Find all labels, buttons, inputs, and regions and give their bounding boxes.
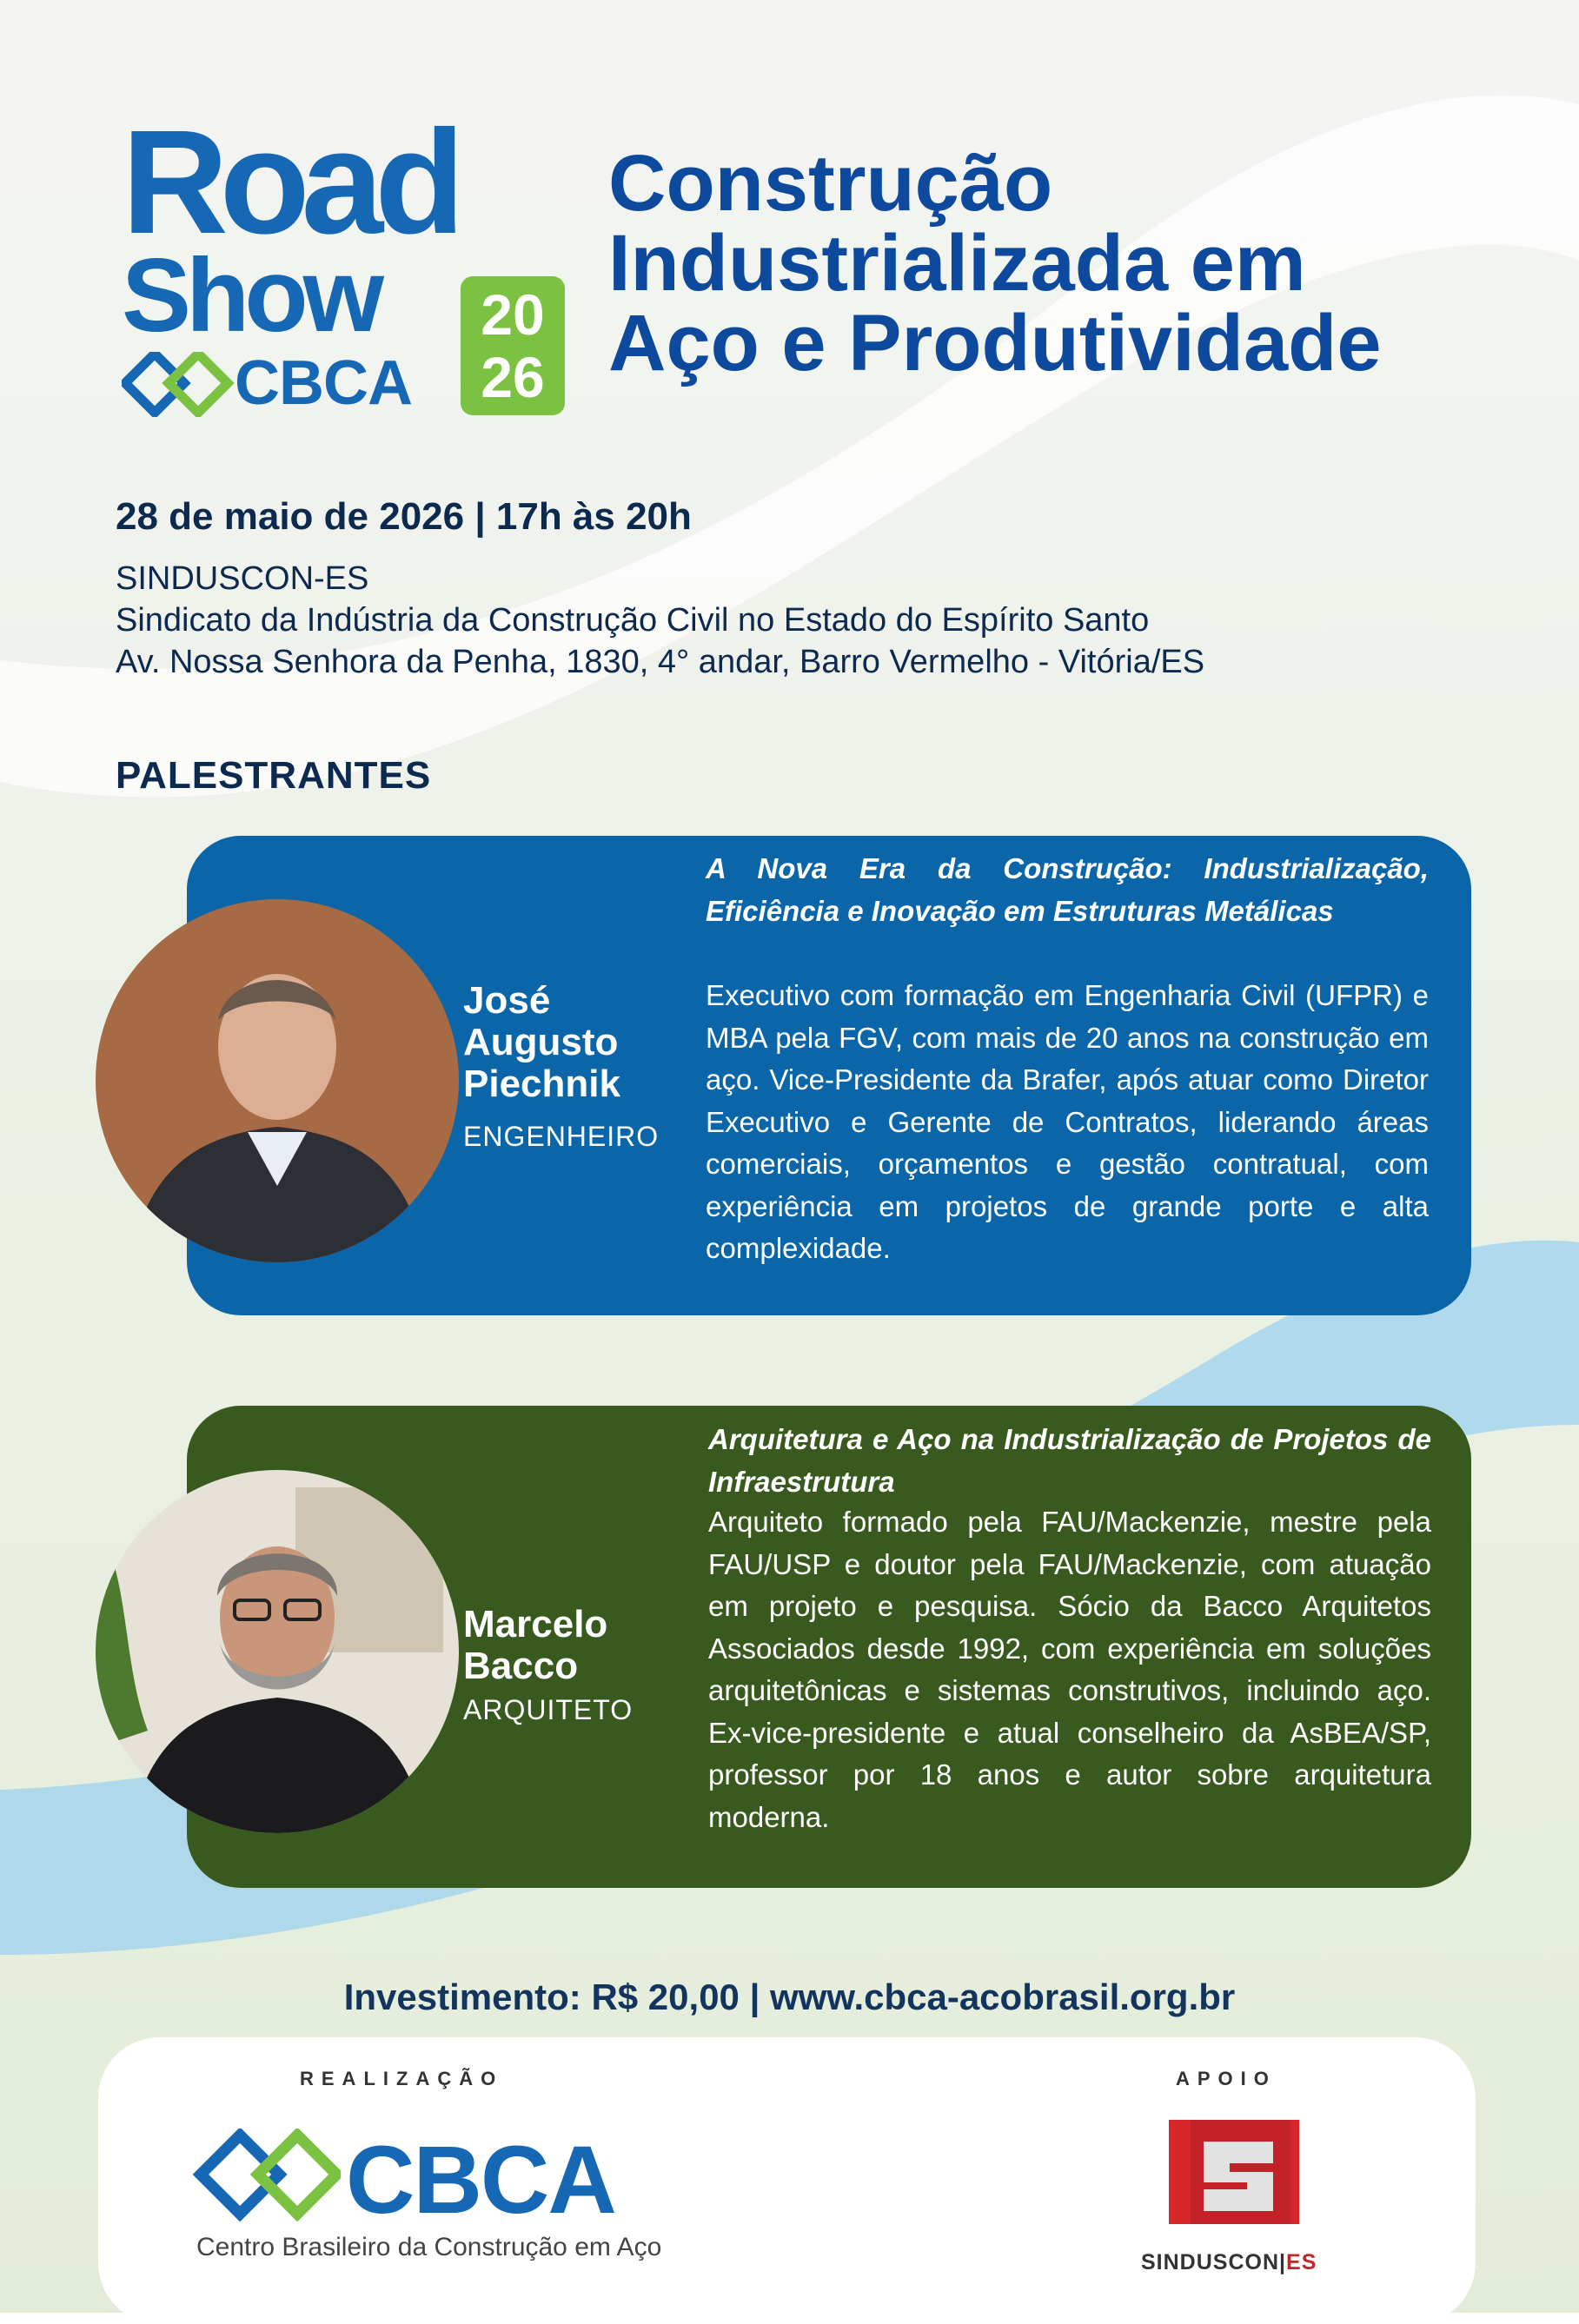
apoio-label: APOIO — [1176, 2068, 1277, 2089]
event-title — [608, 139, 1529, 387]
speaker-2-talk-title: Arquitetura e Aço na Industrialização de Projetos de Infraestrutura — [708, 1423, 1431, 1498]
realizacao-label: REALIZAÇÃO — [300, 2068, 504, 2089]
footer-cbca-subtitle: Centro Brasileiro da Construção em Aço — [196, 2233, 662, 2261]
speaker-2-role: ARQUITETO — [463, 1694, 634, 1725]
sinduscon-separator: | — [1279, 2250, 1287, 2274]
sinduscon-name — [1141, 2250, 1317, 2275]
event-date: 28 de maio de 2026 | 17h às 20h — [116, 495, 692, 538]
speaker-1-role: ENGENHEIRO — [463, 1121, 660, 1152]
speaker-2-name-line-2: Bacco — [463, 1645, 579, 1687]
venue-address: Av. Nossa Senhora da Penha, 1830, 4° andar, Barro Vermelho - Vitória/ES — [116, 644, 1205, 680]
cbca-diamonds-icon — [122, 352, 235, 417]
title-line-1: Construção — [608, 139, 1053, 228]
year-bottom: 26 — [481, 345, 545, 409]
cbca-footer-diamonds-icon — [193, 2129, 341, 2224]
speaker-1-name-line-3: Piechnik — [463, 1063, 620, 1105]
sinduscon-name-text: SINDUSCON — [1141, 2250, 1280, 2274]
speaker-1-talk-title: A Nova Era da Construção: Industrialização, Eficiência e Inovação em Estruturas Metálicas — [706, 852, 1429, 927]
logo-show-text: Show — [122, 237, 379, 354]
logo-road-text: Road — [122, 100, 456, 265]
speaker-1-name-line-1: José — [463, 979, 551, 1022]
year-badge — [461, 276, 565, 415]
speaker-1-name-line-2: Augusto — [463, 1021, 619, 1063]
investment-line: Investimento: R$ 20,00 | www.cbca-acobrasil.org.br — [343, 1976, 1236, 2017]
section-title: PALESTRANTES — [116, 754, 432, 797]
speaker-photo-2 — [96, 1470, 459, 1833]
title-line-2: Industrializada em — [608, 219, 1306, 308]
speaker-1-bio: Executivo com formação em Engenharia Civil (UFPR) e MBA pela FGV, com mais de 20 anos na construção em aço. Vice-Presidente da Brafer, após atuar como Diretor Executivo e Gerente de Contratos, liderando áreas comerciais, orçamentos e gestão contratual, com experiência em projetos de grande porte e alta complexidade. — [706, 979, 1429, 1264]
speaker-2-bio: Arquiteto formado pela FAU/Mackenzie, mestre pela FAU/USP e doutor pela FAU/Mackenzie, com atuação em projeto e pesquisa. Sócio da Bacco Arquitetos Associados desde 1992, com experiência em soluções arquitetônicas e sistemas construtivos, incluindo aço. Ex-vice-presidente e atual conselheiro da AsBEA/SP, professor por 18 anos e autor sobre arquitetura moderna. — [708, 1506, 1431, 1833]
title-line-3: Aço e Produtividade — [608, 299, 1382, 387]
sinduscon-suffix: ES — [1286, 2250, 1317, 2274]
logo-cbca-text: CBCA — [235, 348, 412, 418]
venue-name: SINDUSCON-ES — [116, 560, 369, 597]
footer-cbca-name: CBCA — [346, 2127, 615, 2234]
speaker-2-name-line-1: Marcelo — [463, 1603, 608, 1645]
event-venue — [116, 558, 1204, 683]
speaker-1-name — [463, 980, 620, 1105]
year-top: 20 — [481, 282, 545, 347]
speaker-photo-1 — [96, 899, 459, 1262]
venue-full: Sindicato da Indústria da Construção Civil no Estado do Espírito Santo — [116, 602, 1150, 639]
sinduscon-logo-icon — [1169, 2102, 1299, 2233]
speaker-2-name — [463, 1604, 607, 1687]
